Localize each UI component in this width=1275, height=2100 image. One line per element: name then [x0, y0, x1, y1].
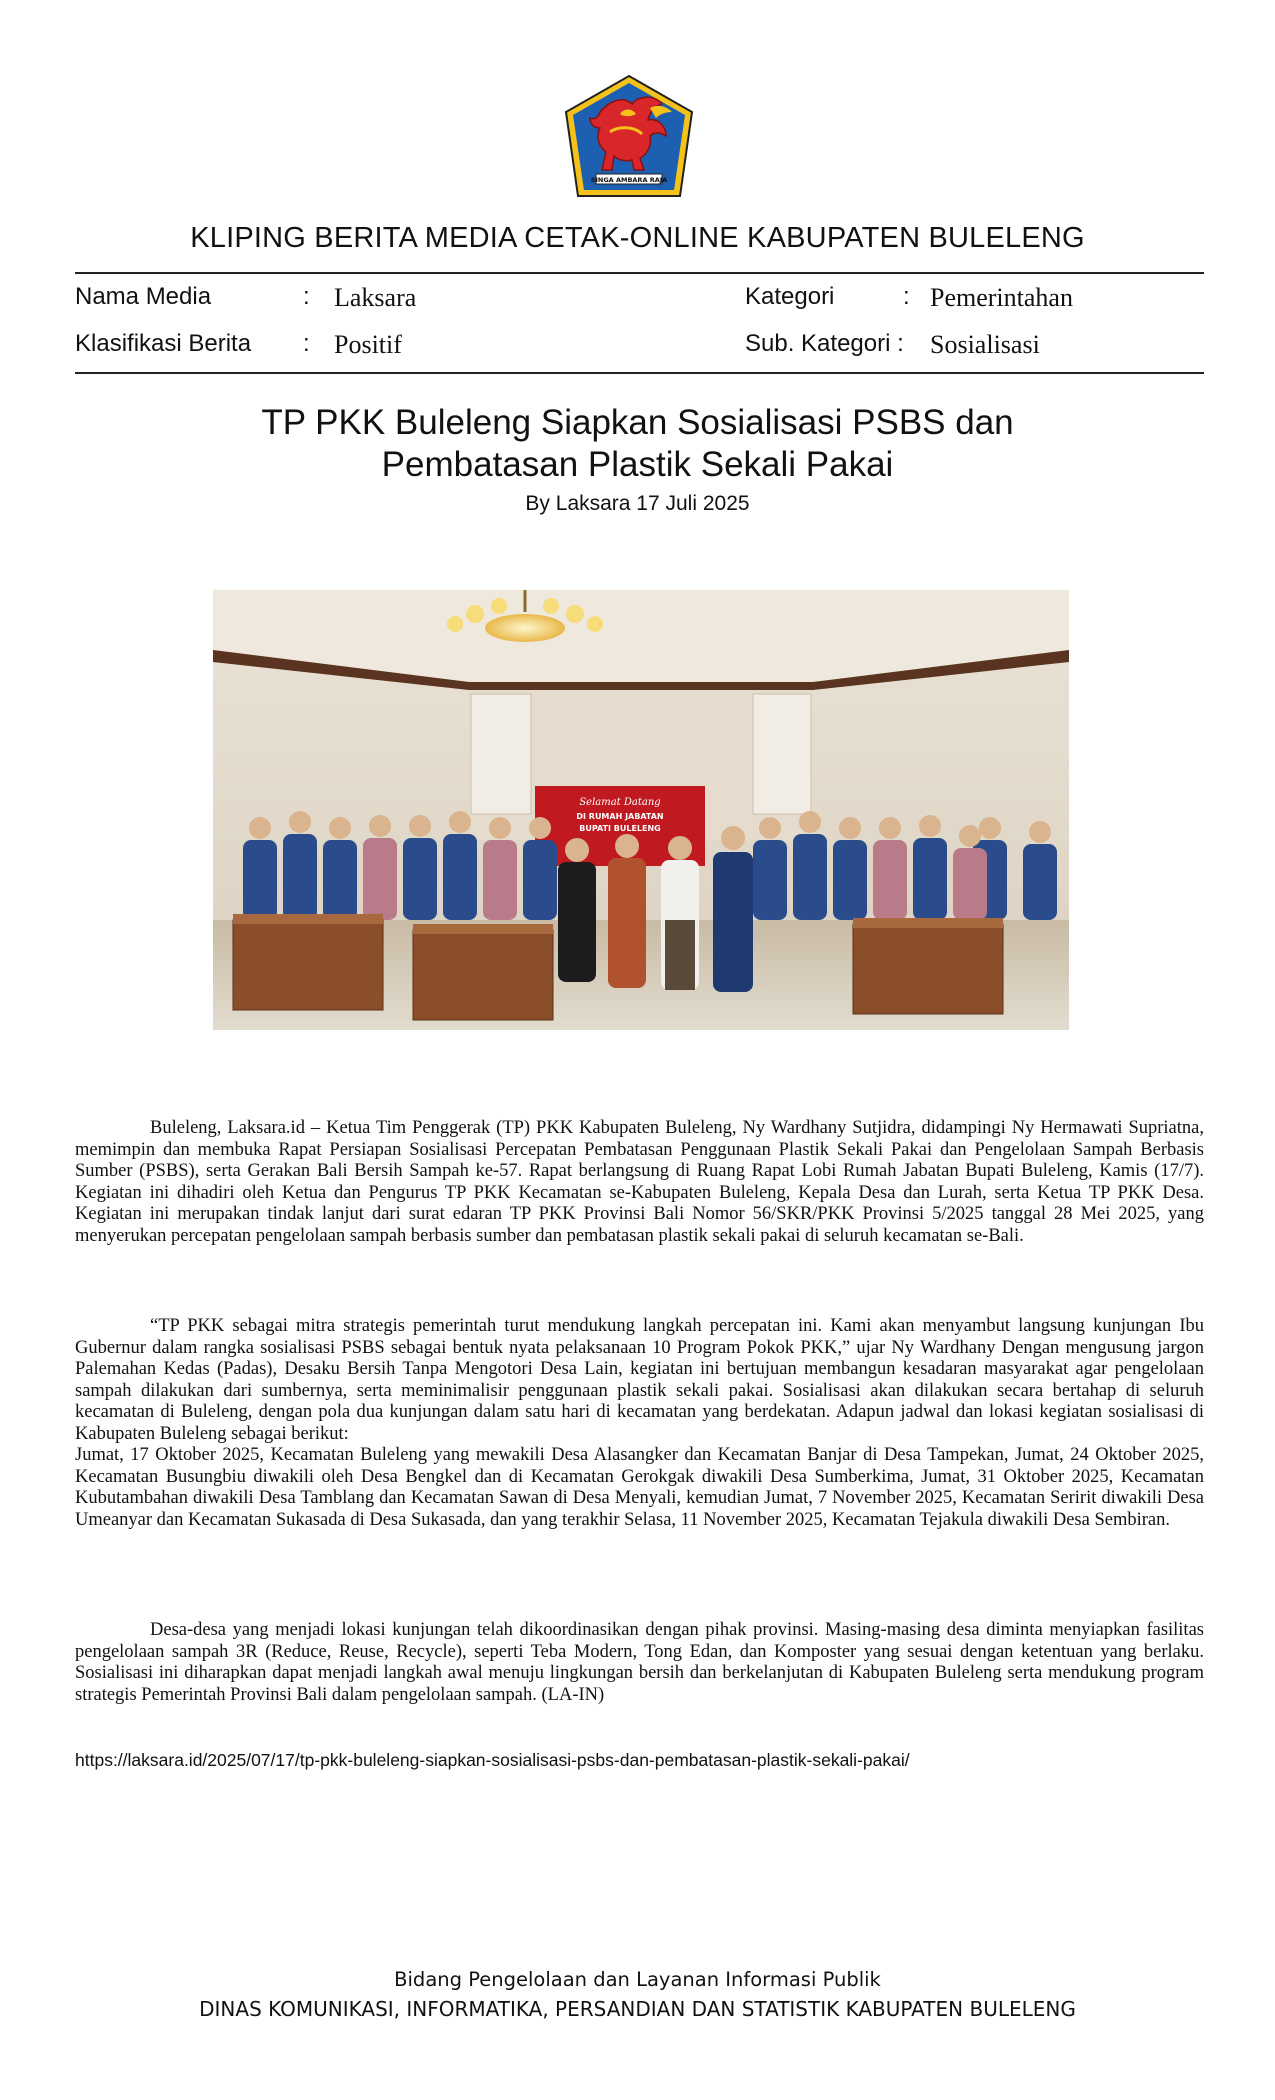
- article-byline: By Laksara 17 Juli 2025: [525, 492, 750, 515]
- photo-banner-line1: Selamat Datang: [579, 797, 661, 808]
- article-paragraph-1: [75, 1118, 1204, 1247]
- article-paragraph-4: [75, 1620, 1204, 1706]
- logo-motto: SINGA AMBARA RAJA: [590, 176, 668, 184]
- klasifikasi-label: Klasifikasi Berita: [75, 330, 252, 357]
- photo-banner-line2: DI RUMAH JABATAN: [576, 812, 664, 821]
- kategori-colon: :: [903, 283, 910, 310]
- article-photo: [213, 590, 1069, 1030]
- article-title: [0, 402, 1275, 486]
- photo-banner-line3: BUPATI BULELENG: [579, 824, 661, 833]
- footer-line-2: DINAS KOMUNIKASI, INFORMATIKA, PERSANDIAN DAN STATISTIK KABUPATEN BULELENG: [199, 1997, 1076, 2021]
- sub-kategori-value: Sosialisasi: [930, 330, 1040, 359]
- source-url-link[interactable]: https://laksara.id/2025/07/17/tp-pkk-buleleng-siapkan-sosialisasi-psbs-dan-pembatasan-plastik-sekali-pakai/: [75, 1750, 910, 1770]
- bottom-divider: [75, 372, 1204, 374]
- media-colon: :: [303, 283, 310, 310]
- clipping-header-title: KLIPING BERITA MEDIA CETAK-ONLINE KABUPATEN BULELENG: [190, 222, 1085, 254]
- kategori-value: Pemerintahan: [930, 283, 1073, 312]
- paragraph-4-text: Desa-desa yang menjadi lokasi kunjungan telah dikoordinasikan dengan pihak provinsi. Masing-masing desa diminta menyiapkan fasilitas pengelolaan sampah 3R (Reduce, Reuse, Recycle), seperti Teba Modern, Tong Edan, dan Komposter yang sesuai dengan ketentuan yang berlaku. Sosialisasi ini diharapkan dapat menjadi langkah awal menuju lingkungan bersih dan berkelanjutan di Kabupaten Buleleng serta mendukung program strategis Pemerintah Provinsi Bali dalam pengelolaan sampah. (LA-IN): [75, 1620, 1204, 1705]
- paragraph-2-text: “TP PKK sebagai mitra strategis pemerintah turut mendukung langkah percepatan ini. Kami akan menyambut langsung kunjungan Ibu Gubernur dalam rangka sosialisasi PSBS sebagai bentuk nyata pelaksanaan 10 Program Pokok PKK,” ujar Ny Wardhany Dengan mengusung jargon Palemahan Kedas (Padas), Desaku Bersih Tanpa Mengotori Desa Lain, kegiatan ini bertujuan membangun kesadaran masyarakat agar pengelolaan sampah dilakukan dari sumbernya, serta meminimalisir penggunaan plastik sekali pakai. Sosialisasi akan dilakukan secara bertahap di seluruh kecamatan di Buleleng, dengan pola dua kunjungan dalam satu hari di kecamatan yang berdekatan. Adapun jadwal dan lokasi kegiatan sosialisasi di Kabupaten Buleleng sebagai berikut:: [75, 1316, 1204, 1444]
- paragraph-3-text: Jumat, 17 Oktober 2025, Kecamatan Buleleng yang mewakili Desa Alasangker dan Kecamatan Banjar di Desa Tampekan, Jumat, 24 Oktober 2025, Kecamatan Busungbiu diwakili oleh Desa Bengkel dan di Kecamatan Gerokgak diwakili Desa Sumberkima, Jumat, 31 Oktober 2025, Kecamatan Kubutambahan diwakili Desa Tamblang dan Kecamatan Sawan di Desa Menyali, kemudian Jumat, 7 November 2025, Kecamatan Seririt diwakili Desa Umeanyar dan Kecamatan Sukasada di Desa Sukasada, dan yang terakhir Selasa, 11 November 2025, Kecamatan Tejakula diwakili Desa Sembiran.: [75, 1445, 1204, 1530]
- paragraph-1-text: Buleleng, Laksara.id – Ketua Tim Penggerak (TP) PKK Kabupaten Buleleng, Ny Wardhany Sutjidra, didampingi Ny Hermawati Supriatna, memimpin dan membuka Rapat Persiapan Sosialisasi Percepatan Pembatasan Penggunaan Plastik Sekali Pakai dan Pengelolaan Sampah Berbasis Sumber (PSBS), serta Gerakan Bali Bersih Sampah ke-57. Rapat berlangsung di Ruang Rapat Lobi Rumah Jabatan Bupati Buleleng, Kamis (17/7). Kegiatan ini dihadiri oleh Ketua dan Pengurus TP PKK Kecamatan se-Kabupaten Buleleng, Kepala Desa dan Lurah, serta Ketua TP PKK Desa. Kegiatan ini merupakan tindak lanjut dari surat edaran TP PKK Provinsi Bali Nomor 56/SKR/PKK Provinsi 5/2025 tanggal 28 Mei 2025, yang menyerukan percepatan pengelolaan sampah berbasis sumber dan pembatasan plastik sekali pakai di seluruh kecamatan se-Bali.: [75, 1118, 1204, 1246]
- klasifikasi-value: Positif: [334, 330, 402, 359]
- top-divider: [75, 272, 1204, 274]
- article-title-line2: Pembatasan Plastik Sekali Pakai: [381, 445, 894, 484]
- klasifikasi-colon: :: [303, 330, 310, 357]
- buleleng-crest-icon: [562, 74, 696, 202]
- media-value: Laksara: [334, 283, 417, 312]
- media-label: Nama Media: [75, 283, 212, 310]
- sub-kategori-label: Sub. Kategori :: [745, 330, 904, 357]
- article-title-line1: TP PKK Buleleng Siapkan Sosialisasi PSBS dan: [261, 403, 1014, 442]
- footer-line-1: Bidang Pengelolaan dan Layanan Informasi Publik: [394, 1968, 881, 1991]
- kategori-label: Kategori: [745, 283, 835, 310]
- article-paragraph-2: [75, 1316, 1204, 1531]
